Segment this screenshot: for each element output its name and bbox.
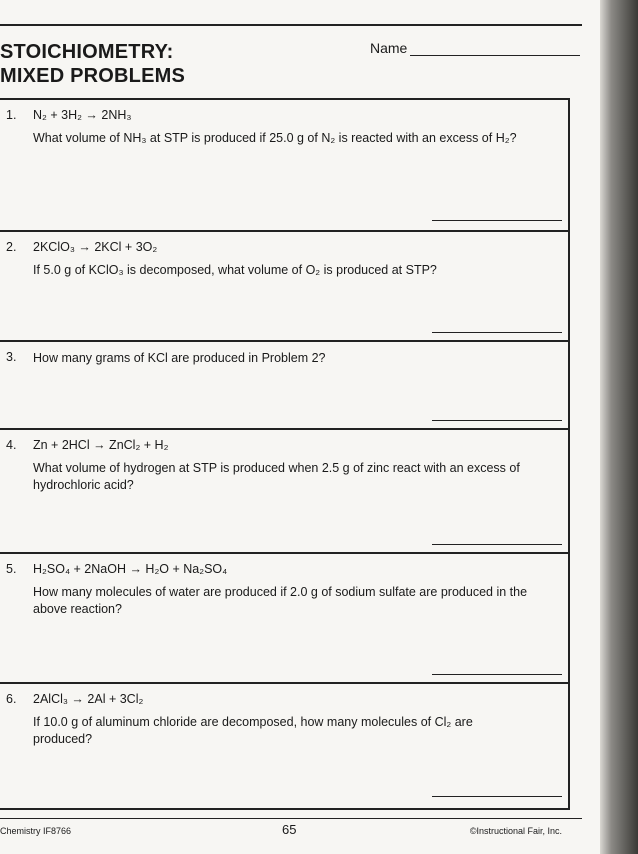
problem-equation: H₂SO₄ + 2NaOH → H₂O + Na₂SO₄: [33, 562, 228, 576]
title-line-1: STOICHIOMETRY:: [0, 41, 174, 63]
problem-number: 1.: [6, 108, 17, 122]
problem-4: [0, 428, 568, 552]
problems-box: [0, 98, 570, 810]
title-line-2: MIXED PROBLEMS: [0, 65, 186, 87]
problem-question: How many grams of KCl are produced in Problem 2?: [33, 351, 326, 365]
problem-question: If 10.0 g of aluminum chloride are decomposed, how many molecules of Cl₂ are produced?: [33, 715, 473, 746]
name-field[interactable]: [370, 40, 580, 56]
problem-equation: 2AlCl₃ → 2Al + 3Cl₂: [33, 692, 144, 706]
problem-2: [0, 230, 568, 340]
name-label: Name: [370, 40, 408, 56]
page-edge-shadow: [600, 0, 638, 854]
answer-line[interactable]: [432, 420, 562, 421]
top-rule: [0, 24, 582, 26]
problem-question: How many molecules of water are produced if 2.0 g of sodium sulfate are produced in the above reaction?: [33, 585, 528, 616]
answer-line[interactable]: [432, 220, 562, 221]
problem-1: [0, 100, 568, 230]
problem-number: 6.: [6, 692, 17, 706]
problem-number: 2.: [6, 240, 17, 254]
problem-question: What volume of NH₃ at STP is produced if 25.0 g of N₂ is reacted with an excess of H₂?: [33, 131, 517, 145]
page-title: [0, 40, 185, 88]
problem-5: [0, 552, 568, 682]
problem-number: 5.: [6, 562, 17, 576]
answer-line[interactable]: [432, 674, 562, 675]
footer-rule: [0, 818, 582, 819]
answer-line[interactable]: [432, 544, 562, 545]
footer-book-code: Chemistry IF8766: [0, 826, 72, 836]
problem-number: 4.: [6, 438, 17, 452]
problem-question: If 5.0 g of KClO₃ is decomposed, what volume of O₂ is produced at STP?: [33, 263, 437, 277]
problem-equation: Zn + 2HCl → ZnCl₂ + H₂: [33, 438, 169, 452]
problem-3: [0, 340, 568, 428]
answer-line[interactable]: [432, 796, 562, 797]
problem-question: What volume of hydrogen at STP is produced when 2.5 g of zinc react with an excess of hydrochloric acid?: [33, 461, 520, 492]
name-line[interactable]: [410, 41, 580, 56]
page-number: 65: [282, 822, 297, 837]
answer-line[interactable]: [432, 332, 562, 333]
problem-6: [0, 682, 568, 810]
problem-number: 3.: [6, 350, 17, 364]
problem-equation: 2KClO₃ → 2KCl + 3O₂: [33, 240, 158, 254]
footer-copyright: ©Instructional Fair, Inc.: [469, 826, 562, 836]
footer: [0, 820, 582, 840]
problem-equation: N₂ + 3H₂ → 2NH₃: [33, 108, 132, 122]
